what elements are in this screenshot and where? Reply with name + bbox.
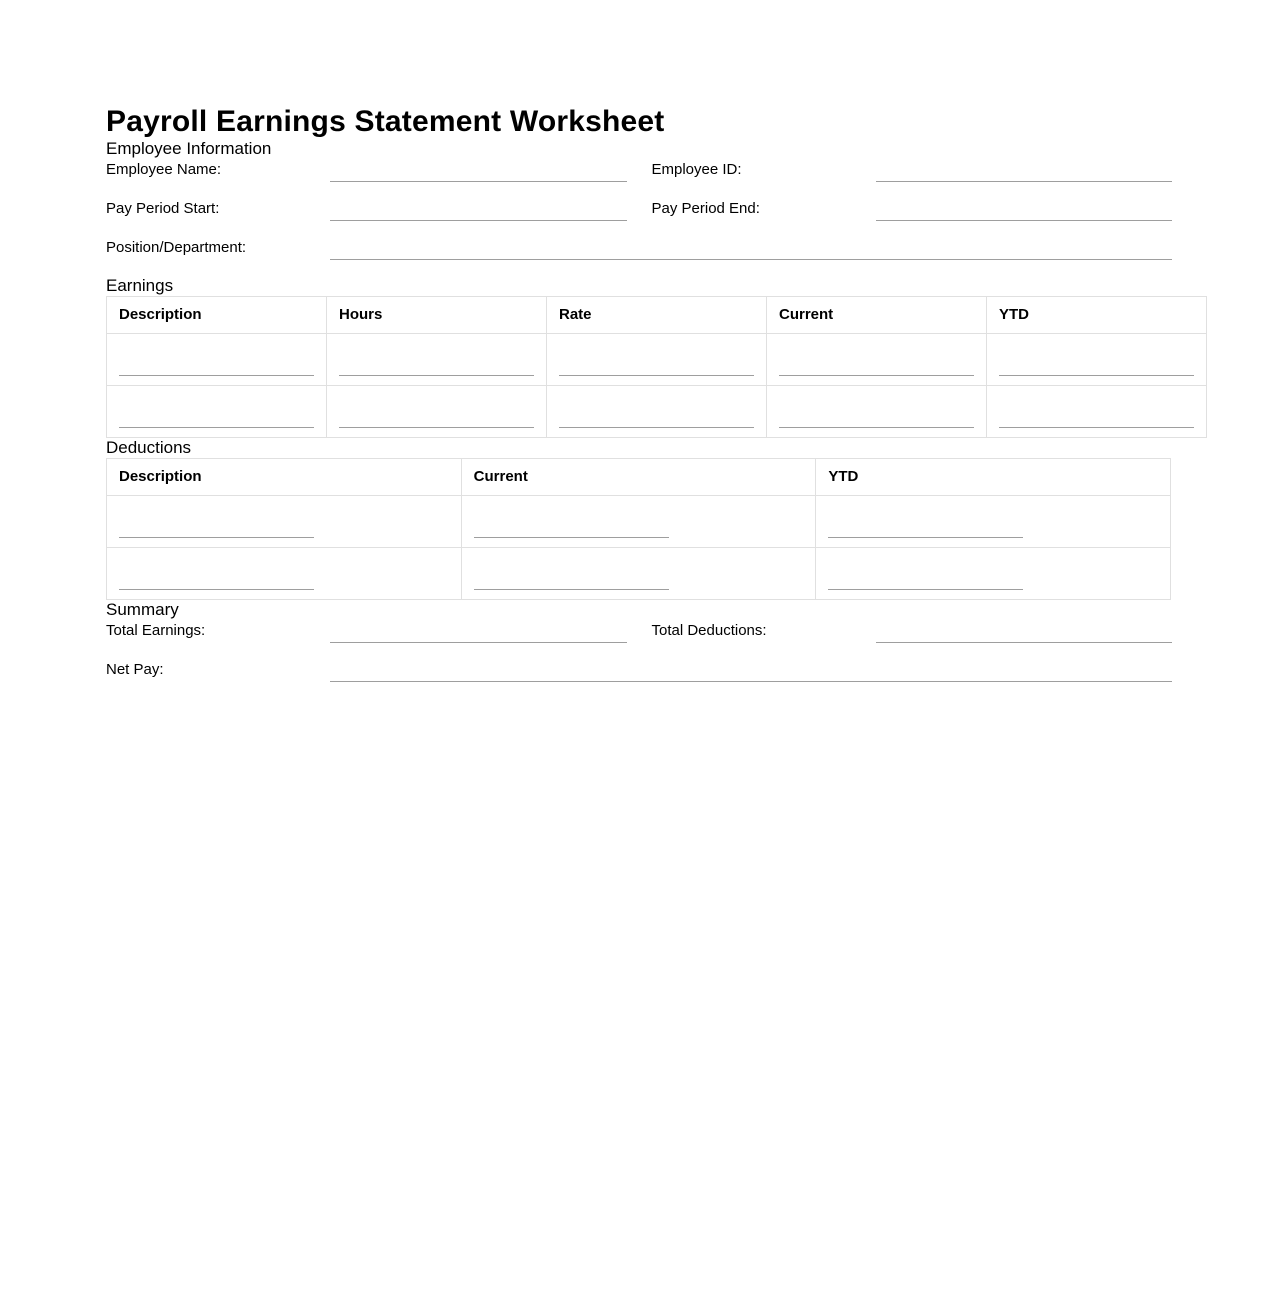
earnings-r1-description-cell bbox=[107, 334, 327, 386]
position-department-input-line[interactable] bbox=[330, 237, 1172, 260]
earnings-heading: Earnings bbox=[106, 276, 174, 295]
net-pay-field bbox=[106, 659, 1172, 681]
net-pay-input-line[interactable] bbox=[330, 659, 1172, 682]
deductions-r2-ytd-cell bbox=[816, 548, 1171, 600]
earnings-r2-hours-cell bbox=[327, 386, 547, 438]
summary-row-1 bbox=[106, 620, 1172, 659]
earnings-col-current: Current bbox=[767, 297, 987, 334]
earnings-r1-description-line[interactable] bbox=[119, 361, 314, 376]
earnings-r1-hours-cell bbox=[327, 334, 547, 386]
earnings-r1-current-line[interactable] bbox=[779, 361, 974, 376]
employee-info-row-2 bbox=[106, 198, 1172, 237]
deductions-table bbox=[106, 458, 1171, 600]
summary-heading: Summary bbox=[106, 600, 179, 619]
deductions-r2-description-cell bbox=[107, 548, 462, 600]
earnings-header-row bbox=[107, 297, 1207, 334]
pay-period-start-field bbox=[106, 198, 627, 220]
earnings-r2-hours-line[interactable] bbox=[339, 413, 534, 428]
earnings-r2-ytd-cell bbox=[987, 386, 1207, 438]
earnings-r1-rate-line[interactable] bbox=[559, 361, 754, 376]
earnings-r2-description-line[interactable] bbox=[119, 413, 314, 428]
employee-name-input-line[interactable] bbox=[330, 159, 627, 182]
pay-period-end-label: Pay Period End: bbox=[651, 200, 760, 217]
employee-name-label: Employee Name: bbox=[106, 161, 222, 178]
deductions-r1-current-line[interactable] bbox=[474, 523, 669, 538]
earnings-r1-current-cell bbox=[767, 334, 987, 386]
deductions-r1-ytd-cell bbox=[816, 496, 1171, 548]
deductions-r2-current-cell bbox=[461, 548, 816, 600]
earnings-r1-rate-cell bbox=[547, 334, 767, 386]
deductions-col-description: Description bbox=[107, 459, 462, 496]
total-deductions-label: Total Deductions: bbox=[651, 622, 767, 639]
earnings-col-description: Description bbox=[107, 297, 327, 334]
employee-id-label: Employee ID: bbox=[651, 161, 742, 178]
document-body bbox=[106, 0, 1172, 698]
deductions-r2-ytd-line[interactable] bbox=[828, 575, 1023, 590]
earnings-table bbox=[106, 296, 1207, 438]
position-department-field bbox=[106, 237, 1172, 259]
earnings-row-2 bbox=[107, 386, 1207, 438]
total-earnings-input-line[interactable] bbox=[330, 620, 627, 643]
deductions-r1-current-cell bbox=[461, 496, 816, 548]
pay-period-start-label: Pay Period Start: bbox=[106, 200, 220, 217]
earnings-r2-rate-line[interactable] bbox=[559, 413, 754, 428]
deductions-header-row bbox=[107, 459, 1171, 496]
position-department-label: Position/Department: bbox=[106, 239, 247, 256]
earnings-col-hours: Hours bbox=[327, 297, 547, 334]
deductions-r2-current-line[interactable] bbox=[474, 575, 669, 590]
total-earnings-label: Total Earnings: bbox=[106, 622, 206, 639]
deductions-r2-description-line[interactable] bbox=[119, 575, 314, 590]
deductions-r1-description-cell bbox=[107, 496, 462, 548]
total-deductions-field bbox=[652, 620, 1173, 642]
earnings-col-rate: Rate bbox=[547, 297, 767, 334]
total-deductions-input-line[interactable] bbox=[876, 620, 1173, 643]
earnings-r2-rate-cell bbox=[547, 386, 767, 438]
earnings-row-1 bbox=[107, 334, 1207, 386]
earnings-r2-current-cell bbox=[767, 386, 987, 438]
earnings-r1-ytd-cell bbox=[987, 334, 1207, 386]
deductions-col-ytd: YTD bbox=[816, 459, 1171, 496]
deductions-heading: Deductions bbox=[106, 438, 192, 457]
net-pay-label: Net Pay: bbox=[106, 661, 164, 678]
employee-info-row-1 bbox=[106, 159, 1172, 198]
deductions-row-1 bbox=[107, 496, 1171, 548]
earnings-col-ytd: YTD bbox=[987, 297, 1207, 334]
deductions-col-current: Current bbox=[461, 459, 816, 496]
deductions-r1-ytd-line[interactable] bbox=[828, 523, 1023, 538]
employee-id-field bbox=[652, 159, 1173, 181]
employee-id-input-line[interactable] bbox=[876, 159, 1173, 182]
earnings-r1-ytd-line[interactable] bbox=[999, 361, 1194, 376]
earnings-r1-hours-line[interactable] bbox=[339, 361, 534, 376]
page-title: Payroll Earnings Statement Worksheet bbox=[106, 105, 665, 138]
total-earnings-field bbox=[106, 620, 627, 642]
pay-period-end-input-line[interactable] bbox=[876, 198, 1173, 221]
employee-name-field bbox=[106, 159, 627, 181]
pay-period-end-field bbox=[652, 198, 1173, 220]
employee-info-heading: Employee Information bbox=[106, 139, 272, 158]
earnings-r2-description-cell bbox=[107, 386, 327, 438]
pay-period-start-input-line[interactable] bbox=[330, 198, 627, 221]
deductions-row-2 bbox=[107, 548, 1171, 600]
earnings-r2-ytd-line[interactable] bbox=[999, 413, 1194, 428]
deductions-r1-description-line[interactable] bbox=[119, 523, 314, 538]
earnings-r2-current-line[interactable] bbox=[779, 413, 974, 428]
